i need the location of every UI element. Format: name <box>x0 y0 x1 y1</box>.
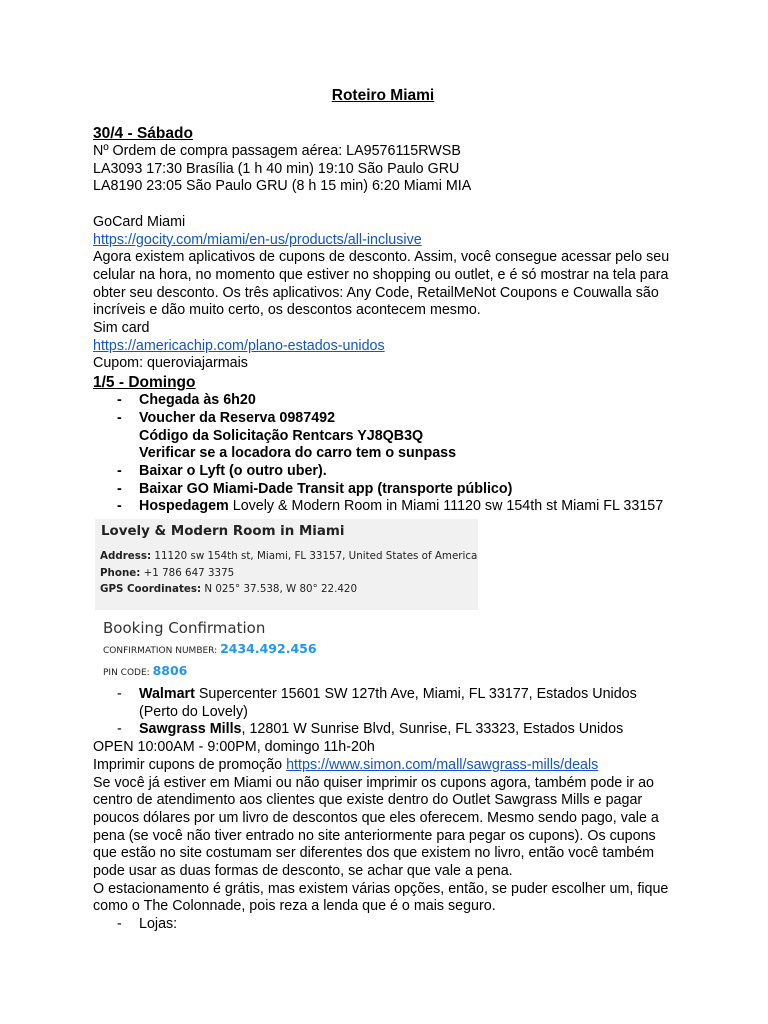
day2-heading: 1/5 - Domingo <box>93 374 196 392</box>
coupons-paragraph: Se você já estiver em Miami ou não quiser imprimir os cupons agora, também pode ir ao centro de atendimento aos clientes que existe dentro do Outlet Sawgrass Mills e pagar poucos dólares por um livro de descontos que eles oferecem. Mesmo sendo pago, vale a pena (se você não tiver entrado no site anteriormente para pegar os cupons). Os cupons que estão no site costumam ser diferentes dos que existem no livro, então você também pode usar as duas formas de desconto, se achar que vale a pena. <box>93 774 659 880</box>
list-item-lodging <box>93 498 673 516</box>
gocard-link[interactable]: https://gocity.com/miami/en-us/products/all-inclusive <box>93 231 422 248</box>
confirmation-number-row: CONFIRMATION NUMBER: 2434.492.456 <box>103 640 317 656</box>
gocard-label: GoCard Miami <box>93 213 186 230</box>
print-coupons-line: Imprimir cupons de promoção https://www.simon.com/mall/sawgrass-mills/deals <box>93 756 599 773</box>
day1-heading: 30/4 - Sábado <box>93 125 193 142</box>
sim-card-link[interactable]: https://americachip.com/plano-estados-unidos <box>93 337 385 354</box>
booking-confirmation-image <box>103 619 673 679</box>
places-list <box>93 686 673 739</box>
list-item-voucher <box>93 410 673 463</box>
pin-code-row: PIN CODE: 8806 <box>103 663 188 679</box>
list-item-transit: - Baixar GO Miami-Dade Transit app (transporte público) <box>93 481 673 499</box>
day2-list <box>93 392 673 516</box>
list-item-sawgrass: - Sawgrass Mills, 12801 W Sunrise Blvd, Sunrise, FL 33323, Estados Unidos <box>93 721 673 739</box>
voucher-line: - Voucher da Reserva 0987492 <box>139 409 336 426</box>
flight-line-1: LA3093 17:30 Brasília (1 h 40 min) 19:10 São Paulo GRU <box>93 160 460 177</box>
list-item-arrival: - Chegada às 6h20 <box>93 392 673 410</box>
parking-paragraph: O estacionamento é grátis, mas existem várias opções, então, se puder escolher um, fique como o The Colonnade, pois reza a lenda que é o mais seguro. <box>93 880 669 915</box>
purchase-order-line: Nº Ordem de compra passagem aérea: LA9576115RWSB <box>93 143 461 159</box>
lodging-card-gps: GPS Coordinates: N 025° 37.538, W 80° 22.420 <box>100 583 358 596</box>
list-item-walmart: - Walmart Supercenter 15601 SW 127th Ave, Miami, FL 33177, Estados Unidos (Perto do Lovely) <box>93 686 673 721</box>
blank-line <box>93 196 673 214</box>
lodging-label: Hospedagem <box>139 498 229 515</box>
lodging-card-address: Address: 11120 sw 154th st, Miami, FL 33157, United States of America <box>100 550 478 563</box>
lodging-card-image <box>95 519 478 610</box>
lodging-card-phone: Phone: +1 786 647 3375 <box>100 567 235 580</box>
list-item-stores: - Lojas: <box>93 916 673 934</box>
sim-card-label: Sim card <box>93 320 150 337</box>
list-item-lyft: - Baixar o Lyft (o outro uber). <box>93 463 673 481</box>
simon-deals-link[interactable]: https://www.simon.com/mall/sawgrass-mills/deals <box>286 756 599 773</box>
flight-line-2: LA8190 23:05 São Paulo GRU (8 h 15 min) 6:20 Miami MIA <box>93 178 472 195</box>
stores-list <box>93 916 673 934</box>
coupon-line: Cupom: queroviajarmais <box>93 355 248 372</box>
apps-paragraph: Agora existem aplicativos de cupons de desconto. Assim, você consegue acessar pelo seu celular na hora, no momento que estiver no shopping ou outlet, e é só mostrar na tela para obter seu desconto. Os três aplicativos: Any Code, RetailMeNot Coupons e Couwalla são incríveis e dão muito certo, os descontos acontecem mesmo. <box>93 249 670 319</box>
opening-hours: OPEN 10:00AM - 9:00PM, domingo 11h-20h <box>93 739 375 756</box>
page-title: Roteiro Miami <box>331 87 435 104</box>
confirmation-number: 2434.492.456 <box>220 640 317 656</box>
rentcars-line: Código da Solicitação Rentcars YJ8QB3Q <box>139 427 424 444</box>
document-page <box>93 86 673 934</box>
sunpass-line: Verificar se a locadora do carro tem o sunpass <box>139 445 457 462</box>
pin-code: 8806 <box>152 663 188 679</box>
booking-title: Booking Confirmation <box>103 619 266 638</box>
lodging-text: Lovely & Modern Room in Miami 11120 sw 154th st Miami FL 33157 <box>228 498 664 515</box>
lodging-card-title: Lovely & Modern Room in Miami <box>101 524 345 540</box>
